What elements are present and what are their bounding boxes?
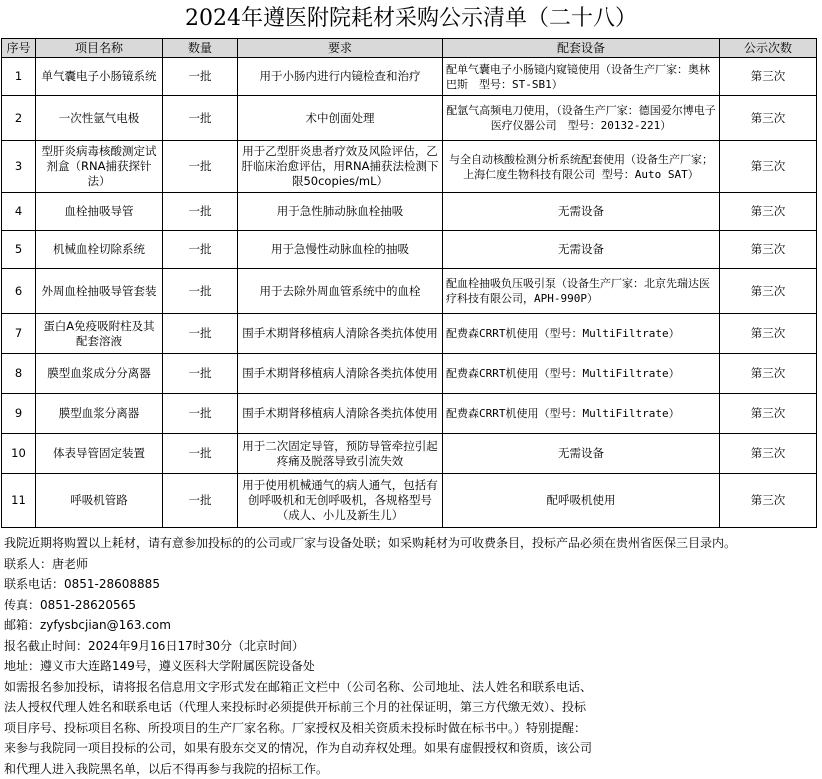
cell-qty: 一批 (163, 474, 238, 528)
cell-requirement: 用于急慢性动脉血栓的抽吸 (238, 231, 443, 269)
cell-name: 蛋白A免疫吸附柱及其配套溶液 (36, 314, 163, 354)
cell-times: 第三次 (720, 474, 817, 528)
cell-name: 膜型血浆分离器 (36, 394, 163, 434)
cell-requirement: 用于使用机械通气的病人通气，包括有创呼吸机和无创呼吸机，各规格型号（成人、小儿及新生儿） (238, 474, 443, 528)
table-row (2, 96, 817, 141)
cell-name: 单气囊电子小肠镜系统 (36, 58, 163, 96)
cell-equipment: 配单气囊电子小肠镜内窥镜使用（设备生产厂家：奥林巴斯 型号：ST-SB1） (443, 58, 720, 96)
cell-qty: 一批 (163, 58, 238, 96)
cell-qty: 一批 (163, 193, 238, 231)
cell-no: 1 (2, 58, 36, 96)
cell-qty: 一批 (163, 231, 238, 269)
cell-no: 10 (2, 434, 36, 474)
cell-requirement: 用于急性肺动脉血栓抽吸 (238, 193, 443, 231)
cell-requirement: 用于去除外周血管系统中的血栓 (238, 269, 443, 314)
header-no: 序号 (2, 39, 36, 58)
header-name: 项目名称 (36, 39, 163, 58)
cell-name: 机械血栓切除系统 (36, 231, 163, 269)
cell-qty: 一批 (163, 269, 238, 314)
cell-no: 9 (2, 394, 36, 434)
cell-times: 第三次 (720, 394, 817, 434)
contact-person: 联系人：唐老师 (4, 554, 818, 575)
cell-times: 第三次 (720, 314, 817, 354)
fax: 传真：0851-28620565 (4, 595, 818, 616)
cell-requirement: 围手术期肾移植病人清除各类抗体使用 (238, 394, 443, 434)
cell-equipment: 配费森CRRT机使用（型号：MultiFiltrate） (443, 314, 720, 354)
table-row (2, 474, 817, 528)
header-requirement: 要求 (238, 39, 443, 58)
cell-requirement: 术中创面处理 (238, 96, 443, 141)
cell-times: 第三次 (720, 354, 817, 394)
notes-section (4, 533, 818, 779)
cell-no: 5 (2, 231, 36, 269)
cell-qty: 一批 (163, 434, 238, 474)
cell-times: 第三次 (720, 434, 817, 474)
cell-requirement: 用于二次固定导管，预防导管牵拉引起疼痛及脱落导致引流失效 (238, 434, 443, 474)
header-equipment: 配套设备 (443, 39, 720, 58)
table-header-row (2, 39, 817, 58)
table-row (2, 434, 817, 474)
table-row (2, 141, 817, 193)
table-row (2, 231, 817, 269)
instructions: 如需报名参加投标，请将报名信息用文字形式发在邮箱正文栏中（公司名称、公司地址、法人姓名和联系电话、法人授权代理人姓名和联系电话（代理人来投标时必须提供开标前三个月的社保证明，第三方代缴无效）、投标项目序号、投标项目名称、所投项目的生产厂家名称。厂家授权及相关资质未投标时做在标书中。）特别提醒：来参与我院同一项目投标的公司，如果有股东交叉的情况，作为自动弃权处理。如果有虚假授权和资质，该公司和代理人进入我院黑名单，以后不得再参与我院的招标工作。 (4, 677, 594, 779)
cell-equipment: 配费森CRRT机使用（型号：MultiFiltrate） (443, 354, 720, 394)
cell-equipment: 配呼吸机使用 (443, 474, 720, 528)
cell-equipment: 无需设备 (443, 231, 720, 269)
cell-times: 第三次 (720, 141, 817, 193)
cell-requirement: 用于乙型肝炎患者疗效及风险评估，乙肝临床治愈评估，用RNA捕获法检测下限50copies/mL） (238, 141, 443, 193)
header-times: 公示次数 (720, 39, 817, 58)
cell-times: 第三次 (720, 231, 817, 269)
cell-qty: 一批 (163, 394, 238, 434)
cell-name: 血栓抽吸导管 (36, 193, 163, 231)
table-row (2, 394, 817, 434)
cell-no: 11 (2, 474, 36, 528)
table-row (2, 314, 817, 354)
cell-times: 第三次 (720, 269, 817, 314)
cell-no: 8 (2, 354, 36, 394)
cell-name: 体表导管固定装置 (36, 434, 163, 474)
email: 邮箱：zyfysbcjian@163.com (4, 615, 818, 636)
procurement-table (1, 38, 817, 528)
cell-times: 第三次 (720, 96, 817, 141)
notes-intro: 我院近期将购置以上耗材，请有意参加投标的的公司或厂家与设备处联；如采购耗材为可收费条目，投标产品必须在贵州省医保三目录内。 (4, 533, 818, 554)
table-row (2, 58, 817, 96)
cell-name: 一次性氩气电极 (36, 96, 163, 141)
cell-requirement: 围手术期肾移植病人清除各类抗体使用 (238, 314, 443, 354)
table-row (2, 354, 817, 394)
cell-qty: 一批 (163, 354, 238, 394)
cell-equipment: 无需设备 (443, 193, 720, 231)
cell-no: 2 (2, 96, 36, 141)
cell-name: 型肝炎病毒核酸测定试剂盒（RNA捕获探针法） (36, 141, 163, 193)
cell-equipment: 与全自动核酸检测分析系统配套使用（设备生产厂家；上海仁度生物科技有限公司 型号：Auto SAT） (443, 141, 720, 193)
cell-times: 第三次 (720, 58, 817, 96)
cell-name: 膜型血浆成分分离器 (36, 354, 163, 394)
address: 地址：遵义市大连路149号，遵义医科大学附属医院设备处 (4, 656, 818, 677)
table-row (2, 269, 817, 314)
table-row (2, 193, 817, 231)
cell-times: 第三次 (720, 193, 817, 231)
cell-no: 7 (2, 314, 36, 354)
page-title: 2024年遵医附院耗材采购公示清单（二十八） (0, 0, 822, 38)
cell-name: 外周血栓抽吸导管套装 (36, 269, 163, 314)
cell-equipment: 配氩气高频电刀使用，（设备生产厂家：德国爱尔博电子医疗仪器公司 型号：20132-221） (443, 96, 720, 141)
deadline: 报名截止时间：2024年9月16日17时30分（北京时间） (4, 636, 818, 657)
cell-requirement: 围手术期肾移植病人清除各类抗体使用 (238, 354, 443, 394)
cell-qty: 一批 (163, 141, 238, 193)
cell-equipment: 配血栓抽吸负压吸引泵（设备生产厂家：北京先瑞达医疗科技有限公司，APH-990P） (443, 269, 720, 314)
cell-name: 呼吸机管路 (36, 474, 163, 528)
cell-no: 4 (2, 193, 36, 231)
cell-equipment: 配费森CRRT机使用（型号：MultiFiltrate） (443, 394, 720, 434)
cell-qty: 一批 (163, 96, 238, 141)
cell-equipment: 无需设备 (443, 434, 720, 474)
contact-phone: 联系电话：0851-28608885 (4, 574, 818, 595)
cell-qty: 一批 (163, 314, 238, 354)
cell-no: 6 (2, 269, 36, 314)
header-qty: 数量 (163, 39, 238, 58)
cell-requirement: 用于小肠内进行内镜检查和治疗 (238, 58, 443, 96)
cell-no: 3 (2, 141, 36, 193)
